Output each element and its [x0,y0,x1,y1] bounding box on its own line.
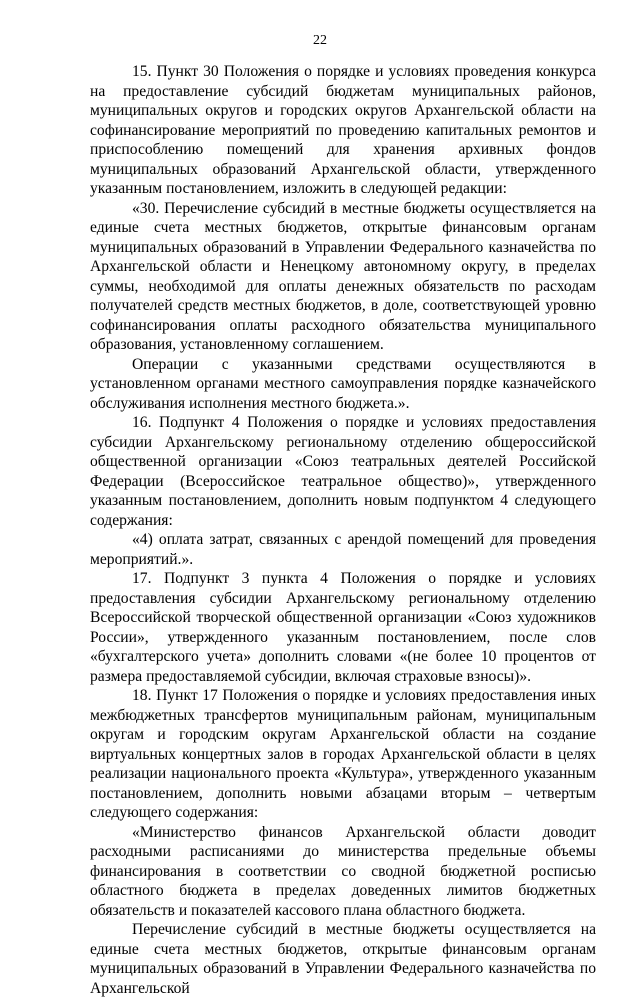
paragraph-15: 15. Пункт 30 Положения о порядке и условиях проведения конкурса на предоставление субсидий бюджетам муниципальных районов, муниципальных округов и городских округов Архангельской области на софинансирование мероприятий по проведению капитальных ремонтов и приспособлению помещений для хранения архивных фондов муниципальных образований Архангельской области, утвержденного указанным постановлением, изложить в следующей редакции: [90,63,596,197]
page-number: 22 [313,33,327,48]
paragraph-16: 16. Подпункт 4 Положения о порядке и условиях предоставления субсидии Архангельскому региональному отделению общероссийской общественной организации «Союз театральных деятелей Российской Федерации (Всероссийское театральное общество)», утвержденного указанным постановлением, дополнить новым подпунктом 4 следующего содержания: [90,414,596,529]
paragraph-subsidy-transfer: Перечисление субсидий в местные бюджеты осуществляется на единые счета местных бюджетов, открытые финансовым органам муниципальных образований в Управлении Федерального казначейства по Архангельской [90,921,596,997]
paragraph-18: 18. Пункт 17 Положения о порядке и условиях предоставления иных межбюджетных трансфертов муниципальным районам, муниципальным округам и городским округам Архангельской области на создание виртуальных концертных залов в городах Архангельской области в целях реализации национального проекта «Культура», утвержденного указанным постановлением, дополнить новыми абзацами вторым – четвертым следующего содержания: [90,687,596,821]
document-body [90,62,596,998]
paragraph-subitem-4: «4) оплата затрат, связанных с арендой помещений для проведения мероприятий.». [90,531,596,568]
paragraph-17: 17. Подпункт 3 пункта 4 Положения о порядке и условиях предоставления субсидии Архангельскому региональному отделению Всероссийской творческой общественной организации «Союз художников России», утвержденного указанным постановлением, после слов «бухгалтерского учета» дополнить словами «(не более 10 процентов от размера предоставляемой субсидии, включая страховые взносы)». [90,570,596,685]
paragraph-operations: Операции с указанными средствами осуществляются в установленном органами местного самоуправления порядке казначейского обслуживания исполнения местного бюджета.». [90,355,596,412]
paragraph-30-quote: «30. Перечисление субсидий в местные бюджеты осуществляется на единые счета местных бюджетов, открытые финансовым органам муниципальных образований в Управлении Федерального казначейства по Архангельской области и Ненецкому автономному округу, в пределах суммы, необходимой для оплаты денежных обязательств по расходам получателей средств местных бюджетов, в доле, соответствующей уровню софинансирования оплаты расходного обязательства муниципального образования, установленному соглашением. [90,199,596,353]
paragraph-ministry-finance: «Министерство финансов Архангельской области доводит расходными расписаниями до министерства предельные объемы финансирования в соответствии со сводной бюджетной росписью областного бюджета в пределах доведенных лимитов бюджетных обязательств и показателей кассового плана областного бюджета. [90,823,596,919]
